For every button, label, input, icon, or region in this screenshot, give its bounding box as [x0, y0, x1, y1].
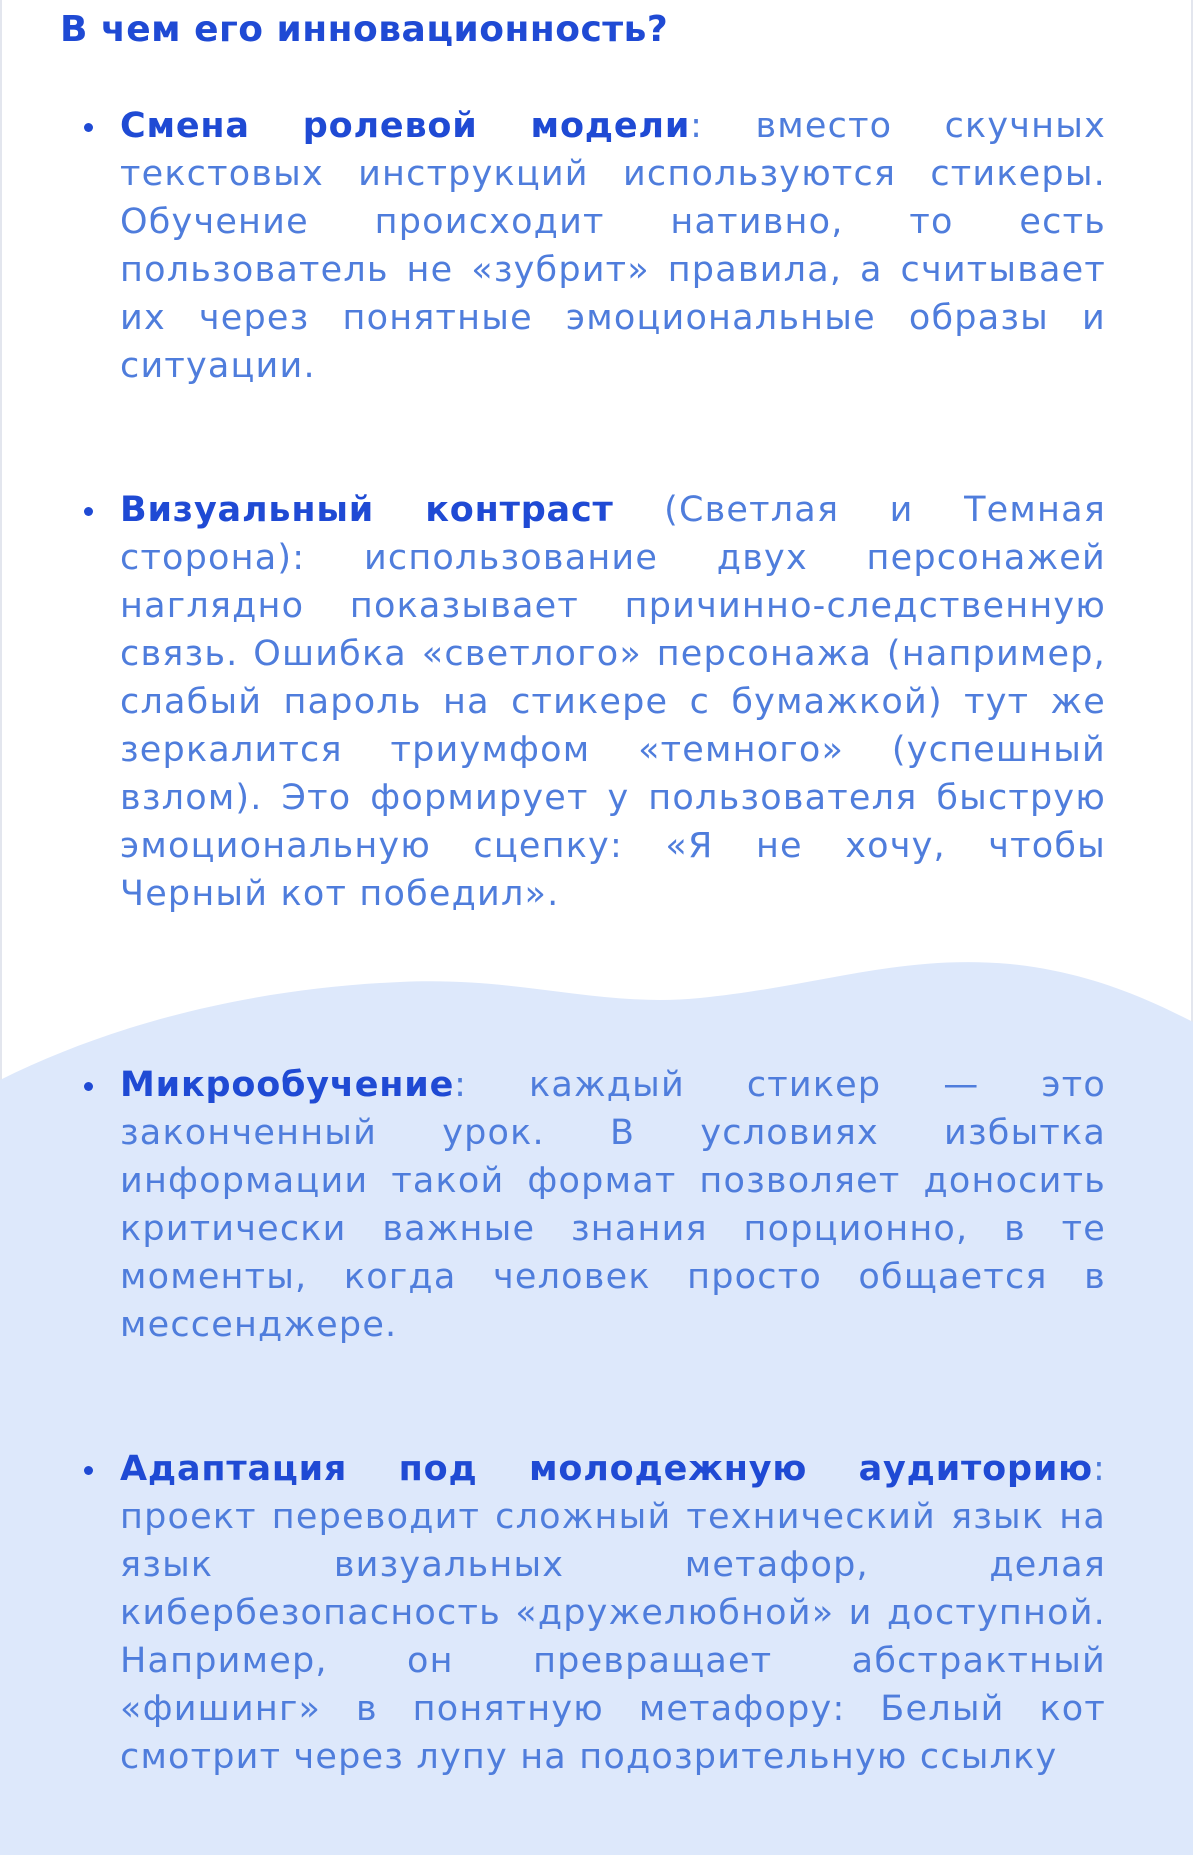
- bullet-icon: [84, 1466, 93, 1475]
- item-text: : проект переводит сложный технический язык на язык визуальных метафор, делая кибербезопасность «дружелюбной» и доступной. Например, он превращает абстрактный «фишинг» в понятную метафору: Белый кот смотрит через лупу на подозрительную ссылку: [120, 1449, 1106, 1777]
- list-item: [120, 486, 1106, 918]
- item-term: Адаптация под молодежную аудиторию: [120, 1449, 1093, 1489]
- item-text: : каждый стикер — это законченный урок. В условиях избытка информации такой формат позволяет доносить критически важные знания порционно, в те моменты, когда человек просто общается в мессенджере.: [120, 1065, 1106, 1345]
- list-item: [120, 1061, 1106, 1349]
- item-text: (Светлая и Темная сторона): использование двух персонажей наглядно показывает причинно-следственную связь. Ошибка «светлого» персонажа (например, слабый пароль на стикере с бумажкой) тут же зеркалится триумфом «темного» (успешный взлом). Это формирует у пользователя быструю эмоциональную сцепку: «Я не хочу, чтобы Черный кот победил».: [120, 490, 1106, 914]
- bullet-icon: [84, 123, 93, 132]
- list-item: [120, 102, 1106, 390]
- bullet-icon: [84, 1082, 93, 1091]
- bullet-icon: [84, 507, 93, 516]
- section-heading: В чем его инновационность?: [60, 9, 669, 50]
- list-item: [120, 1445, 1106, 1781]
- item-term: Микрообучение: [120, 1065, 455, 1105]
- item-text: : вместо скучных текстовых инструкций используются стикеры. Обучение происходит нативно, то есть пользователь не «зубрит» правила, а считывает их через понятные эмоциональные образы и ситуации.: [120, 106, 1106, 386]
- item-term: Смена ролевой модели: [120, 106, 691, 146]
- item-term: Визуальный контраст: [120, 490, 614, 530]
